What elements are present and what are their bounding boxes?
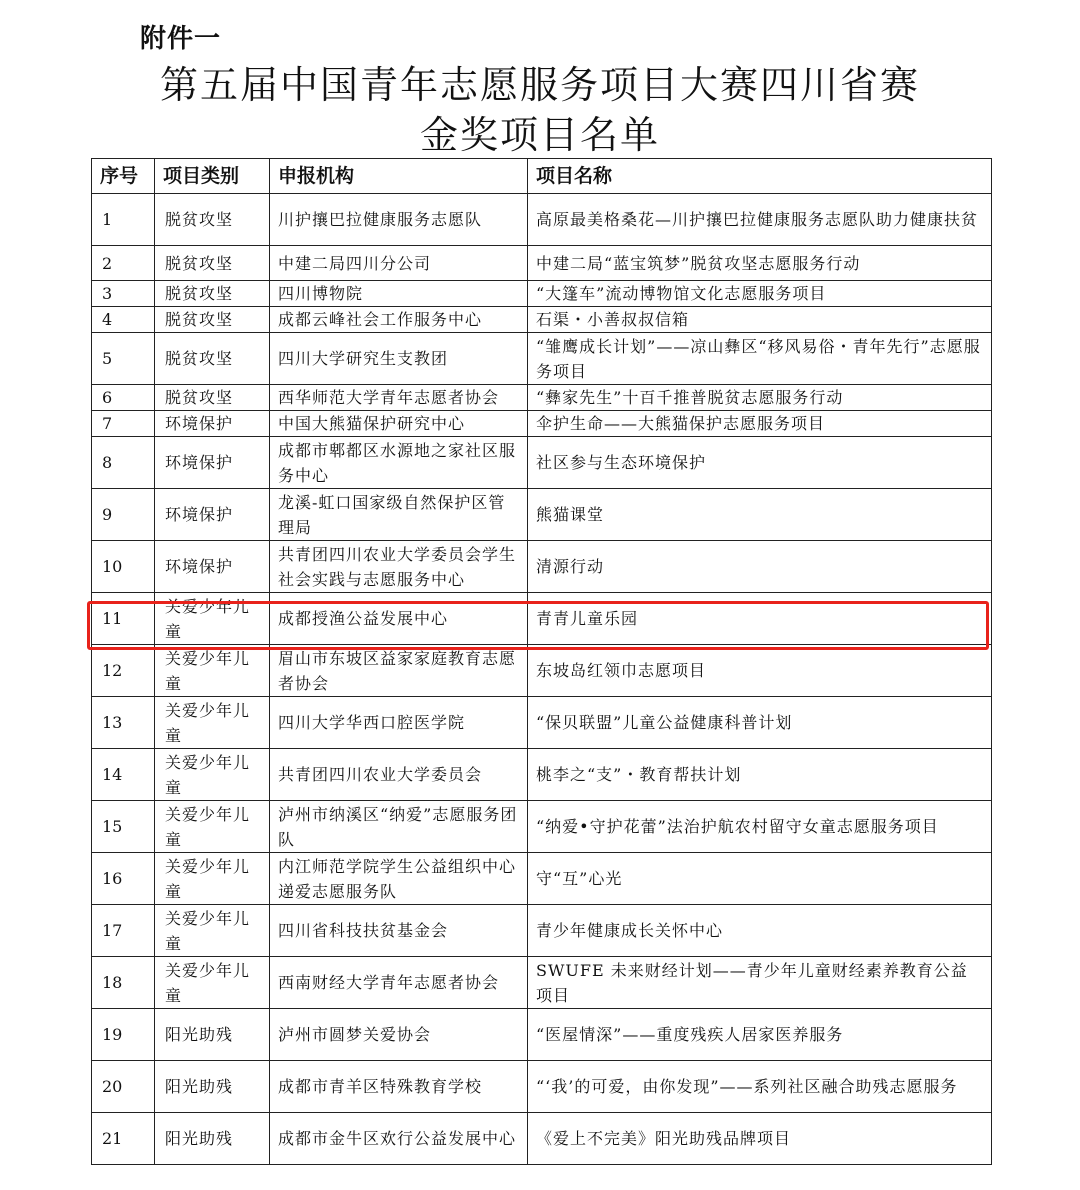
- row-organization: 成都市郫都区水源地之家社区服务中心: [270, 437, 528, 489]
- row-project-name: 社区参与生态环境保护: [528, 437, 992, 489]
- row-project-name: SWUFE 未来财经计划——青少年儿童财经素养教育公益项目: [528, 957, 992, 1009]
- award-list-table: [91, 158, 992, 1165]
- row-category: 关爱少年儿童: [155, 645, 270, 697]
- row-number: 7: [92, 411, 155, 437]
- row-category: 环境保护: [155, 437, 270, 489]
- row-number: 15: [92, 801, 155, 853]
- attachment-label: 附件一: [140, 24, 222, 54]
- row-category: 脱贫攻坚: [155, 281, 270, 307]
- row-number: 2: [92, 246, 155, 281]
- table-row: [92, 541, 992, 593]
- table-row: [92, 1113, 992, 1165]
- row-number: 8: [92, 437, 155, 489]
- row-organization: 西华师范大学青年志愿者协会: [270, 385, 528, 411]
- header-project-name: 项目名称: [528, 159, 992, 194]
- row-organization: 成都授渔公益发展中心: [270, 593, 528, 645]
- row-number: 1: [92, 194, 155, 246]
- row-number: 12: [92, 645, 155, 697]
- row-organization: 四川大学华西口腔医学院: [270, 697, 528, 749]
- row-number: 14: [92, 749, 155, 801]
- row-organization: 泸州市圆梦关爱协会: [270, 1009, 528, 1061]
- row-number: 16: [92, 853, 155, 905]
- row-number: 4: [92, 307, 155, 333]
- row-project-name: 《爱上不完美》阳光助残品牌项目: [528, 1113, 992, 1165]
- row-number: 18: [92, 957, 155, 1009]
- row-project-name: 东坡岛红领巾志愿项目: [528, 645, 992, 697]
- row-number: 21: [92, 1113, 155, 1165]
- row-organization: 中建二局四川分公司: [270, 246, 528, 281]
- table-row: [92, 489, 992, 541]
- row-organization: 四川省科技扶贫基金会: [270, 905, 528, 957]
- row-number: 19: [92, 1009, 155, 1061]
- table-row: [92, 1061, 992, 1113]
- header-organization: 申报机构: [270, 159, 528, 194]
- row-category: 关爱少年儿童: [155, 697, 270, 749]
- row-category: 关爱少年儿童: [155, 801, 270, 853]
- row-organization: 泸州市纳溪区“纳爱”志愿服务团队: [270, 801, 528, 853]
- table-row: [92, 281, 992, 307]
- header-category: 项目类别: [155, 159, 270, 194]
- row-number: 6: [92, 385, 155, 411]
- row-project-name: “医屋情深”——重度残疾人居家医养服务: [528, 1009, 992, 1061]
- row-organization: 成都云峰社会工作服务中心: [270, 307, 528, 333]
- row-organization: 共青团四川农业大学委员会: [270, 749, 528, 801]
- row-organization: 四川博物院: [270, 281, 528, 307]
- row-organization: 西南财经大学青年志愿者协会: [270, 957, 528, 1009]
- row-project-name: 守“互”心光: [528, 853, 992, 905]
- row-project-name: “‘我’的可爱，由你发现”——系列社区融合助残志愿服务: [528, 1061, 992, 1113]
- row-category: 环境保护: [155, 411, 270, 437]
- table-row: [92, 307, 992, 333]
- row-project-name: 桃李之“支”・教育帮扶计划: [528, 749, 992, 801]
- row-project-name: “保贝联盟”儿童公益健康科普计划: [528, 697, 992, 749]
- table-row: [92, 801, 992, 853]
- document-title-line-2: 金奖项目名单: [419, 113, 660, 157]
- table-row: [92, 853, 992, 905]
- row-project-name: “雏鹰成长计划”——凉山彝区“移风易俗・青年先行”志愿服务项目: [528, 333, 992, 385]
- row-project-name: 伞护生命——大熊猫保护志愿服务项目: [528, 411, 992, 437]
- document-title-line-1: 第五届中国青年志愿服务项目大赛四川省赛: [159, 63, 920, 107]
- row-number: 5: [92, 333, 155, 385]
- row-organization: 共青团四川农业大学委员会学生社会实践与志愿服务中心: [270, 541, 528, 593]
- row-number: 13: [92, 697, 155, 749]
- table-header-row: [92, 159, 992, 194]
- row-category: 脱贫攻坚: [155, 246, 270, 281]
- row-project-name: “纳爱•守护花蕾”法治护航农村留守女童志愿服务项目: [528, 801, 992, 853]
- row-project-name: 青少年健康成长关怀中心: [528, 905, 992, 957]
- row-organization: 四川大学研究生支教团: [270, 333, 528, 385]
- header-no: 序号: [92, 159, 155, 194]
- table-row: [92, 645, 992, 697]
- row-category: 关爱少年儿童: [155, 593, 270, 645]
- table-row: [92, 411, 992, 437]
- row-project-name: “彝家先生”十百千推普脱贫志愿服务行动: [528, 385, 992, 411]
- row-project-name: 青青儿童乐园: [528, 593, 992, 645]
- row-project-name: 熊猫课堂: [528, 489, 992, 541]
- row-number: 11: [92, 593, 155, 645]
- row-project-name: “大篷车”流动博物馆文化志愿服务项目: [528, 281, 992, 307]
- table-row: [92, 385, 992, 411]
- row-category: 阳光助残: [155, 1113, 270, 1165]
- row-number: 9: [92, 489, 155, 541]
- row-organization: 成都市青羊区特殊教育学校: [270, 1061, 528, 1113]
- row-organization: 成都市金牛区欢行公益发展中心: [270, 1113, 528, 1165]
- row-organization: 川护攘巴拉健康服务志愿队: [270, 194, 528, 246]
- row-project-name: 高原最美格桑花—川护攘巴拉健康服务志愿队助力健康扶贫: [528, 194, 992, 246]
- row-organization: 龙溪-虹口国家级自然保护区管理局: [270, 489, 528, 541]
- row-category: 环境保护: [155, 489, 270, 541]
- table-row: [92, 957, 992, 1009]
- row-number: 3: [92, 281, 155, 307]
- row-project-name: 中建二局“蓝宝筑梦”脱贫攻坚志愿服务行动: [528, 246, 992, 281]
- table-row: [92, 246, 992, 281]
- table-row: [92, 1009, 992, 1061]
- table-row: [92, 333, 992, 385]
- row-organization: 内江师范学院学生公益组织中心递爱志愿服务队: [270, 853, 528, 905]
- row-category: 关爱少年儿童: [155, 905, 270, 957]
- row-number: 17: [92, 905, 155, 957]
- row-category: 脱贫攻坚: [155, 333, 270, 385]
- row-project-name: 石渠・小善叔叔信箱: [528, 307, 992, 333]
- row-category: 关爱少年儿童: [155, 749, 270, 801]
- row-project-name: 清源行动: [528, 541, 992, 593]
- table-row: [92, 905, 992, 957]
- row-organization: 眉山市东坡区益家家庭教育志愿者协会: [270, 645, 528, 697]
- row-number: 10: [92, 541, 155, 593]
- table-row: [92, 749, 992, 801]
- row-category: 关爱少年儿童: [155, 853, 270, 905]
- row-category: 脱贫攻坚: [155, 385, 270, 411]
- row-category: 阳光助残: [155, 1009, 270, 1061]
- table-row: [92, 593, 992, 645]
- table-row: [92, 194, 992, 246]
- row-category: 脱贫攻坚: [155, 307, 270, 333]
- row-category: 脱贫攻坚: [155, 194, 270, 246]
- table-row: [92, 697, 992, 749]
- row-number: 20: [92, 1061, 155, 1113]
- row-category: 关爱少年儿童: [155, 957, 270, 1009]
- row-category: 环境保护: [155, 541, 270, 593]
- table-row: [92, 437, 992, 489]
- row-category: 阳光助残: [155, 1061, 270, 1113]
- row-organization: 中国大熊猫保护研究中心: [270, 411, 528, 437]
